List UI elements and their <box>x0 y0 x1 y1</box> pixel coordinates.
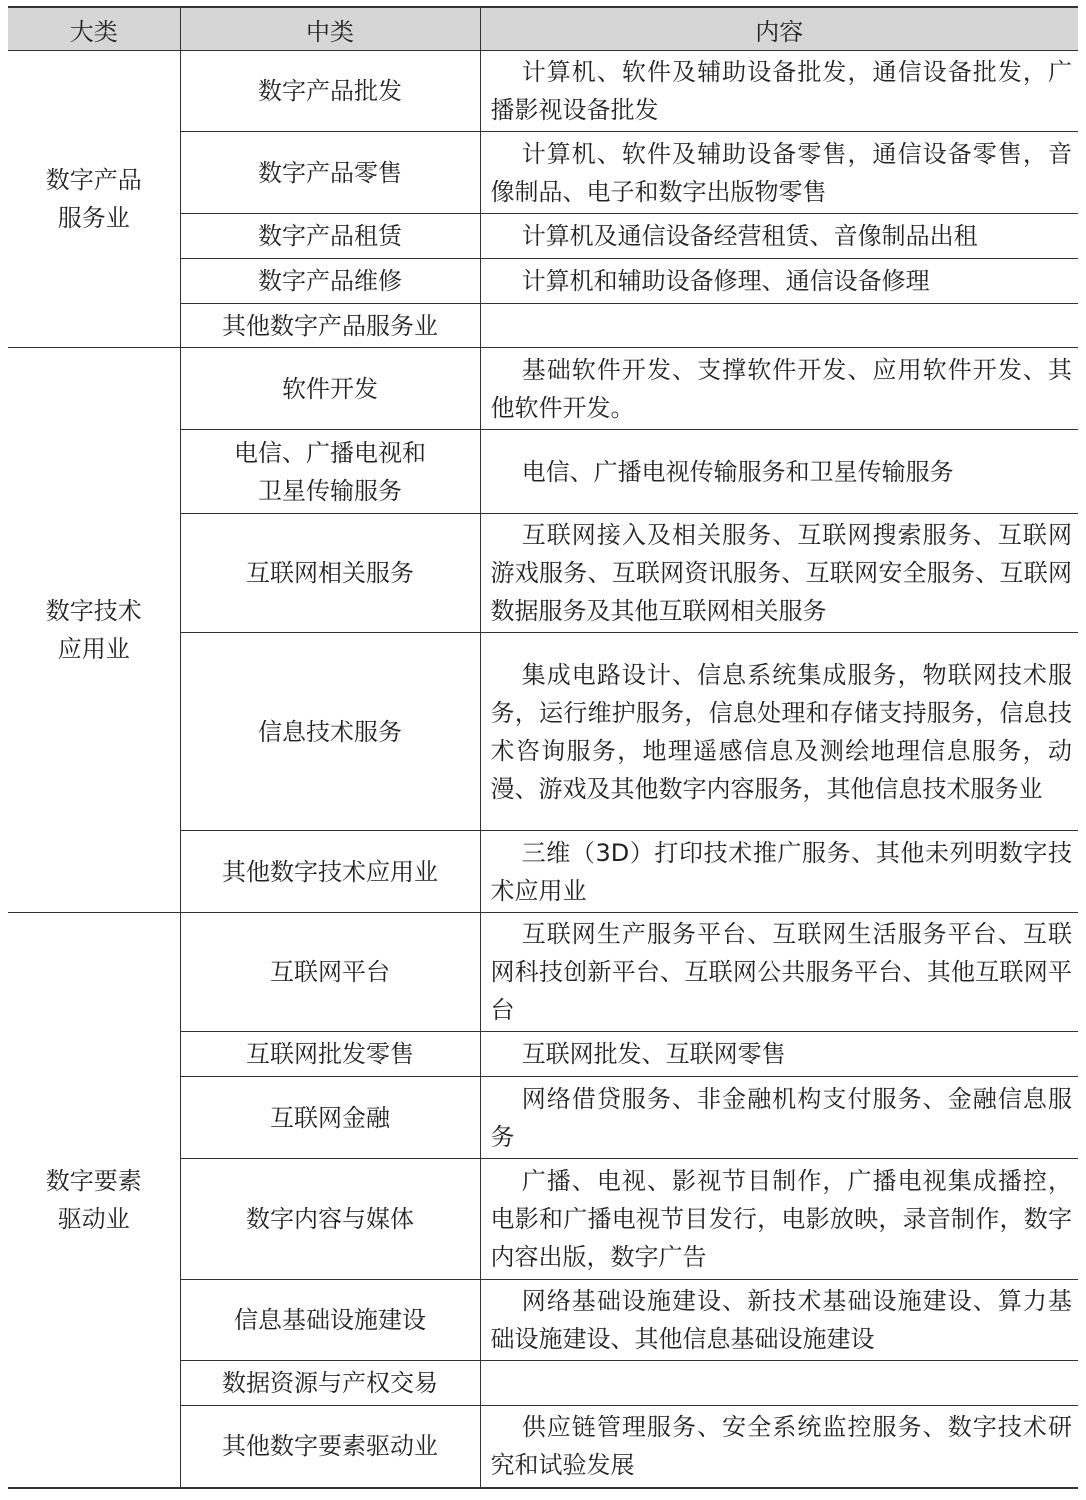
content-cell <box>480 304 1078 348</box>
content-cell <box>480 259 1078 304</box>
middle-category-cell: 信息技术服务 <box>180 633 480 831</box>
content-text: 互联网接入及相关服务、互联网搜索服务、互联网游戏服务、互联网资讯服务、互联网安全服务、互联网数据服务及其他互联网相关服务 <box>490 521 1072 625</box>
middle-category-cell: 数字产品批发 <box>180 51 480 132</box>
middle-category-cell: 互联网平台 <box>180 913 480 1032</box>
content-cell <box>480 913 1078 1032</box>
middle-category-cell: 数字产品租赁 <box>180 214 480 259</box>
header-middle: 中类 <box>180 7 480 51</box>
major-category-cell: 数字要素 驱动业 <box>8 913 180 1488</box>
content-text: 电信、广播电视传输服务和卫星传输服务 <box>521 457 954 486</box>
content-cell <box>480 1280 1078 1361</box>
table-body <box>8 51 1078 1488</box>
middle-category-cell: 互联网金融 <box>180 1077 480 1159</box>
content-text: 互联网生产服务平台、互联网生活服务平台、互联网科技创新平台、互联网公共服务平台、其他互联网平台 <box>490 920 1072 1024</box>
content-cell <box>480 633 1078 831</box>
middle-category-cell: 数字内容与媒体 <box>180 1159 480 1280</box>
content-cell <box>480 430 1078 514</box>
middle-category-cell: 互联网批发零售 <box>180 1032 480 1077</box>
middle-category-cell: 信息基础设施建设 <box>180 1280 480 1361</box>
middle-category-cell: 数字产品零售 <box>180 132 480 214</box>
content-cell <box>480 348 1078 430</box>
header-major: 大类 <box>8 7 180 51</box>
content-cell <box>480 132 1078 214</box>
major-category-cell: 数字产品 服务业 <box>8 51 180 348</box>
header-row <box>8 7 1078 51</box>
middle-category-cell: 数字产品维修 <box>180 259 480 304</box>
classification-table <box>8 6 1078 1489</box>
content-text: 供应链管理服务、安全系统监控服务、数字技术研究和试验发展 <box>490 1413 1072 1480</box>
content-cell <box>480 214 1078 259</box>
middle-category-cell: 其他数字产品服务业 <box>180 304 480 348</box>
content-text: 计算机、软件及辅助设备零售，通信设备零售，音像制品、电子和数字出版物零售 <box>490 139 1072 206</box>
content-cell <box>480 1077 1078 1159</box>
classification-table-container <box>8 6 1078 1489</box>
content-text: 广播、电视、影视节目制作，广播电视集成播控，电影和广播电视节目发行，电影放映，录音制作，数字内容出版，数字广告 <box>490 1167 1072 1271</box>
middle-category-cell: 软件开发 <box>180 348 480 430</box>
middle-category-cell: 电信、广播电视和 卫星传输服务 <box>180 430 480 514</box>
middle-category-cell: 其他数字技术应用业 <box>180 831 480 913</box>
content-text: 基础软件开发、支撑软件开发、应用软件开发、其他软件开发。 <box>490 355 1072 422</box>
content-cell <box>480 1032 1078 1077</box>
content-text: 集成电路设计、信息系统集成服务，物联网技术服务，运行维护服务，信息处理和存储支持服务，信息技术咨询服务，地理遥感信息及测绘地理信息服务，动漫、游戏及其他数字内容服务，其他信息技术服务业 <box>490 660 1072 803</box>
major-category-cell: 数字技术 应用业 <box>8 348 180 913</box>
middle-category-cell: 互联网相关服务 <box>180 514 480 633</box>
content-text: 网络基础设施建设、新技术基础设施建设、算力基础设施建设、其他信息基础设施建设 <box>490 1287 1072 1353</box>
content-text: 计算机及通信设备经营租赁、音像制品出租 <box>521 222 978 250</box>
content-text: 互联网批发、互联网零售 <box>521 1040 786 1068</box>
content-cell <box>480 1159 1078 1280</box>
middle-category-cell: 其他数字要素驱动业 <box>180 1406 480 1488</box>
header-content: 内容 <box>480 7 1078 51</box>
middle-category-cell: 数据资源与产权交易 <box>180 1361 480 1406</box>
content-cell <box>480 831 1078 913</box>
table-row <box>8 913 1078 1032</box>
table-row <box>8 51 1078 132</box>
content-text: 网络借贷服务、非金融机构支付服务、金融信息服务 <box>490 1084 1072 1151</box>
content-cell <box>480 1406 1078 1488</box>
content-cell <box>480 514 1078 633</box>
content-text: 计算机和辅助设备修理、通信设备修理 <box>521 267 930 295</box>
content-text: 计算机、软件及辅助设备批发，通信设备批发，广播影视设备批发 <box>490 58 1072 124</box>
content-text: 三维（3D）打印技术推广服务、其他未列明数字技术应用业 <box>490 838 1072 905</box>
table-row <box>8 348 1078 430</box>
content-cell <box>480 1361 1078 1406</box>
content-cell <box>480 51 1078 132</box>
